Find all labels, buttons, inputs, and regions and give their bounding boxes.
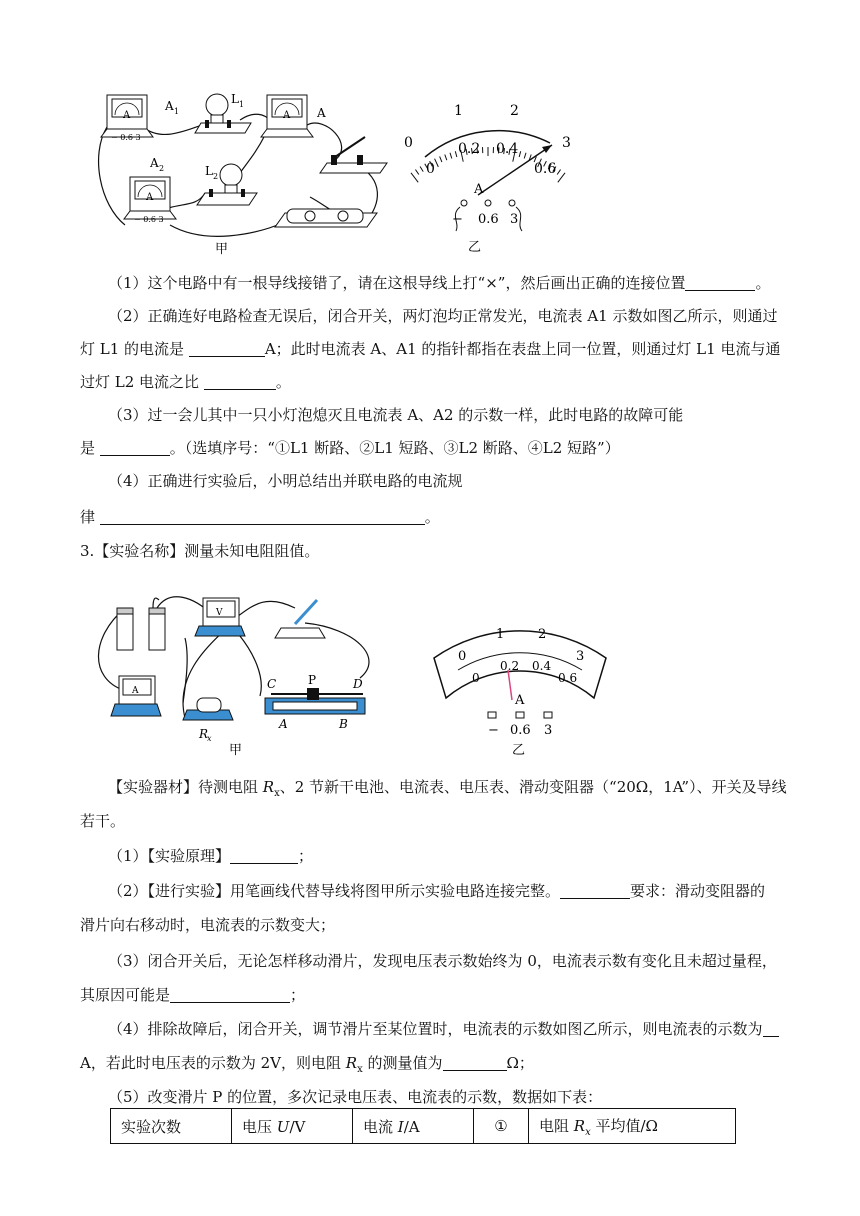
blank-q2-4[interactable] xyxy=(100,508,425,525)
switch xyxy=(320,137,387,173)
gauge1-bottom-0: 0 xyxy=(426,161,435,177)
table-header-current xyxy=(353,1109,474,1144)
q3-part4-text-c: 的测量值为 xyxy=(367,1054,443,1072)
resistance-sub: x xyxy=(585,1126,591,1138)
gauge2-bottom-1: 0.2 xyxy=(500,659,520,673)
gauge2-bottom-3: 0.6 xyxy=(558,671,578,685)
q3-materials-x: x xyxy=(274,788,280,799)
dial-tick xyxy=(524,153,526,159)
q2-part2-text-a: （2）正确连好电路检查无误后，闭合开关，两灯泡均正常发光，电流表 A1 示数如图乙所示，则通过 xyxy=(108,307,778,325)
current-symbol: I xyxy=(397,1117,404,1136)
blank-q2-1[interactable] xyxy=(685,274,755,291)
rheo-a: A xyxy=(279,717,288,731)
blank-q2-3[interactable] xyxy=(100,439,170,456)
blank-q3-2[interactable] xyxy=(560,882,630,899)
ammeter-2 xyxy=(111,676,161,716)
q2-part2-text-d: 过灯 L2 电流之比 xyxy=(80,373,200,391)
gauge2-top-0: 0 xyxy=(458,649,467,664)
q2-part2-line1 xyxy=(108,305,777,326)
dial-tick xyxy=(440,156,442,162)
q3-part5-text: （5）改变滑片 P 的位置，多次记录电压表、电流表的示数，数据如下表： xyxy=(108,1088,603,1106)
blank-q3-1[interactable] xyxy=(230,847,298,864)
table-header-blank-1[interactable]: ① xyxy=(474,1109,529,1144)
gauge1-unit: A xyxy=(474,182,484,197)
gauge2-bottom-2: 0.4 xyxy=(532,659,552,673)
gauge1-terminal-3: 3 xyxy=(510,212,519,227)
switch-2 xyxy=(275,600,325,638)
blank-q2-2a[interactable] xyxy=(189,340,265,357)
gauge2-unit: A xyxy=(515,693,525,708)
gauge2-top-1: 1 xyxy=(496,627,505,642)
ammeter-a-unit: A xyxy=(283,110,291,121)
q3-materials-line2 xyxy=(80,810,125,831)
resistor-rx xyxy=(183,698,233,720)
fig2-caption-right: 乙 xyxy=(512,743,526,758)
battery-holder xyxy=(275,209,377,227)
gauge1-bottom-2: 0.4 xyxy=(496,141,519,157)
dial-tick xyxy=(519,151,521,157)
q3-part4-text-b: A，若此时电压表的示数为 2V，则电阻 xyxy=(80,1054,341,1072)
ammeter-a1-scale: − 0.6 3 xyxy=(111,133,141,142)
dial-tick xyxy=(557,170,560,175)
label-l2: L xyxy=(205,164,213,178)
fig1-caption-left: 甲 xyxy=(215,242,229,257)
q3-part1-end: ； xyxy=(298,847,314,865)
gauge1-bottom-3: 0.6 xyxy=(534,161,557,177)
q3-part2-text-a: （2）【进行实验】用笔画线代替导线将图甲所示实验电路连接完整。 xyxy=(108,882,561,900)
rheo-d: D xyxy=(353,677,363,691)
q3-part2-line2 xyxy=(80,914,335,935)
q3-part5 xyxy=(108,1086,602,1107)
q2-part4-line2 xyxy=(80,506,440,527)
gauge2-top-3: 3 xyxy=(576,649,585,664)
label-a1-sub: 1 xyxy=(174,107,180,116)
label-a1: A xyxy=(165,99,174,113)
q2-part1 xyxy=(108,272,770,293)
q2-part2-line2 xyxy=(80,338,780,359)
label-l2-sub: 2 xyxy=(213,172,219,181)
q3-part3-line1 xyxy=(108,950,777,971)
ammeter-dial-figure-2 xyxy=(428,610,613,760)
blank-q3-3[interactable] xyxy=(170,986,290,1003)
dial-tick xyxy=(411,173,418,183)
rheo-c: C xyxy=(267,677,277,691)
rheo-b: B xyxy=(339,717,348,731)
q3-part3-text-c: ； xyxy=(290,986,306,1004)
rx-label: R xyxy=(199,727,209,741)
rheostat xyxy=(265,688,365,714)
label-a2-sub: 2 xyxy=(159,164,165,173)
voltmeter-unit: V xyxy=(216,608,223,618)
ammeter-2-unit: A xyxy=(132,686,139,696)
gauge1-top-2: 2 xyxy=(510,103,519,119)
current-unit: /A xyxy=(403,1117,420,1136)
dial-tick xyxy=(455,151,457,157)
gauge1-bottom-1: 0.2 xyxy=(458,141,481,157)
q2-part3-line1 xyxy=(108,404,683,425)
q2-part2-text-c: A；此时电流表 A、A1 的指针都指在表盘上同一位置，则通过灯 L1 电流与通 xyxy=(264,340,781,358)
q3-part4-x: x xyxy=(357,1064,363,1075)
q3-part3-text-a: （3）闭合开关后，无论怎样移动滑片，发现电压表示数始终为 0，电流表示数有变化且未超过量程， xyxy=(108,952,777,970)
q3-part4-line2 xyxy=(80,1052,534,1075)
dial-tick xyxy=(450,153,452,159)
resistance-label: 电阻 xyxy=(539,1116,574,1135)
rheo-p: P xyxy=(308,673,317,687)
label-l1: L xyxy=(231,92,239,106)
gauge1-top-1: 1 xyxy=(454,103,463,119)
q3-title xyxy=(80,540,319,561)
gauge2-terminal-3: 3 xyxy=(544,723,553,738)
dial-tick xyxy=(435,159,439,167)
q3-part2-text-b: 要求：滑动变阻器的 xyxy=(630,882,766,900)
gauge2-top-2: 2 xyxy=(538,627,547,642)
label-a-top: A xyxy=(317,106,326,120)
q3-part3-text-b: 其原因可能是 xyxy=(80,986,171,1004)
fig1-caption-right: 乙 xyxy=(468,240,482,255)
q3-materials-line1 xyxy=(108,776,787,799)
dial-tick xyxy=(420,167,423,172)
q3-part4-r: R xyxy=(345,1054,358,1072)
q2-part2-text-b: 灯 L1 的电流是 xyxy=(80,340,185,358)
ammeter-a1-unit: A xyxy=(123,110,131,121)
table-header-trials: 实验次数 xyxy=(111,1109,232,1144)
gauge1-top-3: 3 xyxy=(562,135,571,151)
gauge1-terminal-06: 0.6 xyxy=(478,212,499,227)
current-label: 电流 xyxy=(363,1117,398,1136)
dial-tick xyxy=(558,173,565,183)
ammeter-a2-scale: − 0.6 3 xyxy=(134,215,164,224)
blank-q3-4a[interactable] xyxy=(763,1020,779,1037)
q3-part1 xyxy=(108,845,313,866)
dial-tick xyxy=(415,170,418,175)
q2-part4-line1 xyxy=(108,470,463,491)
q3-materials-b: 、2 节新干电池、电流表、电压表、滑动变阻器（“20Ω，1A”）、开关及导线 xyxy=(279,778,787,796)
q2-part4-text-b: 律 xyxy=(80,508,96,526)
data-table xyxy=(110,1108,736,1144)
dial-tick xyxy=(445,155,447,161)
circuit-figure-1 xyxy=(95,85,395,260)
gauge1-top-0: 0 xyxy=(404,135,413,151)
q2-part3-line2 xyxy=(80,437,620,458)
battery-cells xyxy=(117,608,165,650)
gauge1-terminal-neg: − xyxy=(452,212,463,227)
ammeter-a2-unit: A xyxy=(146,192,154,203)
q3-materials-c: 若干。 xyxy=(80,812,126,830)
blank-q3-4b[interactable] xyxy=(443,1054,507,1071)
blank-q2-2b[interactable] xyxy=(204,373,276,390)
q3-part4-text-d: Ω； xyxy=(506,1054,534,1072)
voltage-symbol: U xyxy=(276,1117,290,1136)
fig2-caption-left: 甲 xyxy=(229,743,243,758)
q2-part3-text-b: 是 xyxy=(80,439,96,457)
q2-part3-text-c: 。（选填序号：“①L1 断路、②L1 短路、③L2 断路、④L2 短路”） xyxy=(169,439,620,457)
q3-part3-line2 xyxy=(80,984,305,1005)
rx-label-sub: x xyxy=(207,734,212,743)
circuit-figure-2 xyxy=(95,578,385,760)
q2-part2-line3 xyxy=(80,371,291,392)
resistance-unit: 平均值/Ω xyxy=(590,1116,658,1135)
voltage-unit: /V xyxy=(289,1117,306,1136)
q3-title-text: 3.【实验名称】测量未知电阻阻值。 xyxy=(80,542,320,560)
table-header-resistance xyxy=(529,1109,736,1144)
label-l1-sub: 1 xyxy=(239,100,245,109)
table-row xyxy=(111,1109,736,1144)
q2-part1-end: 。 xyxy=(755,274,771,292)
q2-part2-text-e: 。 xyxy=(275,373,291,391)
label-a2: A xyxy=(150,156,159,170)
gauge2-terminal-06: 0.6 xyxy=(510,723,531,738)
q3-part1-text: （1）【实验原理】 xyxy=(108,847,231,865)
resistance-symbol: R xyxy=(573,1116,586,1135)
voltage-label: 电压 xyxy=(242,1117,277,1136)
q3-part2-text-c: 滑片向右移动时，电流表的示数变大； xyxy=(80,916,336,934)
q2-part3-text-a: （3）过一会儿其中一只小灯泡熄灭且电流表 A、A2 的示数一样，此时电路的故障可能 xyxy=(108,406,684,424)
gauge2-terminal-neg: − xyxy=(488,723,499,738)
q2-part4-text-c: 。 xyxy=(424,508,440,526)
ammeter-dial-figure-1 xyxy=(400,95,585,255)
q2-part4-text-a: （4）正确进行实验后，小明总结出并联电路的电流规 xyxy=(108,472,463,490)
q3-part4-line1 xyxy=(108,1018,779,1039)
q2-part1-text: （1）这个电路中有一根导线接错了，请在这根导线上打“×”，然后画出正确的连接位置 xyxy=(108,274,686,292)
q3-part4-text-a: （4）排除故障后，闭合开关，调节滑片至某位置时，电流表的示数如图乙所示，则电流表的示数为 xyxy=(108,1020,763,1038)
gauge2-bottom-0: 0 xyxy=(472,671,480,685)
q3-materials-a: 【实验器材】待测电阻 xyxy=(108,778,259,796)
q3-materials-r: R xyxy=(262,778,275,796)
table-header-voltage xyxy=(232,1109,353,1144)
q3-part2-line1 xyxy=(108,880,765,901)
